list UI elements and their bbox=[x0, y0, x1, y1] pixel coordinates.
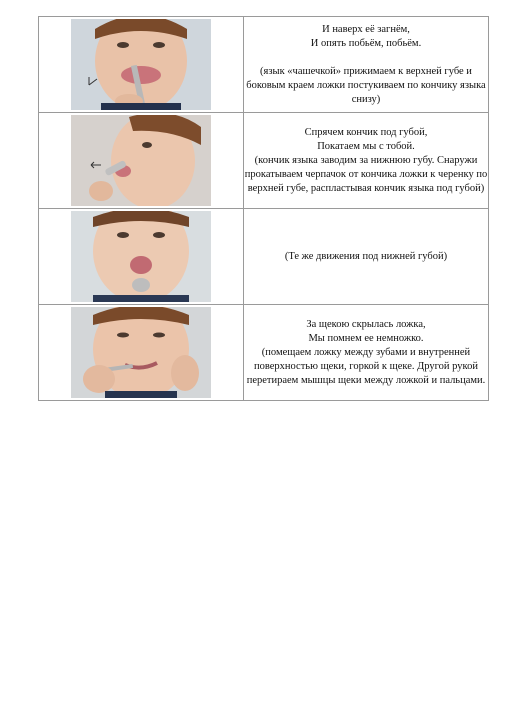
exercise-table bbox=[38, 16, 489, 401]
exercise-text-3: (Те же движения под нижней губой) bbox=[284, 250, 448, 262]
table-row bbox=[39, 305, 489, 401]
child-profile-spoon-lower-lip-photo bbox=[71, 115, 211, 206]
exercise-text-2: Спрячем кончик под губой, Покатаем мы с тобой. (кончик языка заводим за нижнюю губу. Снаружи прокатываем черпачок от кончика ложки к черенку по верхней губе, распластывая кончик языка под губой) bbox=[244, 126, 488, 194]
instruction-text bbox=[244, 305, 489, 401]
photo-cell bbox=[39, 17, 244, 113]
instruction-text bbox=[244, 209, 489, 305]
table-row bbox=[39, 113, 489, 209]
child-spoon-under-lower-lip-photo bbox=[71, 211, 211, 302]
child-spoon-under-lower-lip-icon bbox=[71, 211, 211, 302]
child-spoon-in-cheek-icon bbox=[71, 307, 211, 398]
child-spoon-in-cheek-photo bbox=[71, 307, 211, 398]
table-row bbox=[39, 17, 489, 113]
exercise-text-1: И наверх её загнём, И опять побьём, побьём. (язык «чашечкой» прижимаем к верхней губе и боковым краем ложки постукиваем по кончику языка снизу) bbox=[246, 23, 486, 105]
child-profile-spoon-lower-lip-icon bbox=[71, 115, 211, 206]
exercise-text-4: За щекою скрылась ложка, Мы помнем ее немножко. (помещаем ложку между зубами и внутренней поверхностью щеки, горкой к щеке. Другой рукой перетираем мышцы щеки между ложкой и пальцами. bbox=[246, 318, 486, 386]
child-tongue-cup-spoon-upper-lip-photo bbox=[71, 19, 211, 110]
photo-cell bbox=[39, 305, 244, 401]
instruction-text bbox=[244, 17, 489, 113]
instruction-text bbox=[244, 113, 489, 209]
child-tongue-cup-spoon-upper-lip-icon bbox=[71, 19, 211, 110]
table-row bbox=[39, 209, 489, 305]
photo-cell bbox=[39, 113, 244, 209]
photo-cell bbox=[39, 209, 244, 305]
